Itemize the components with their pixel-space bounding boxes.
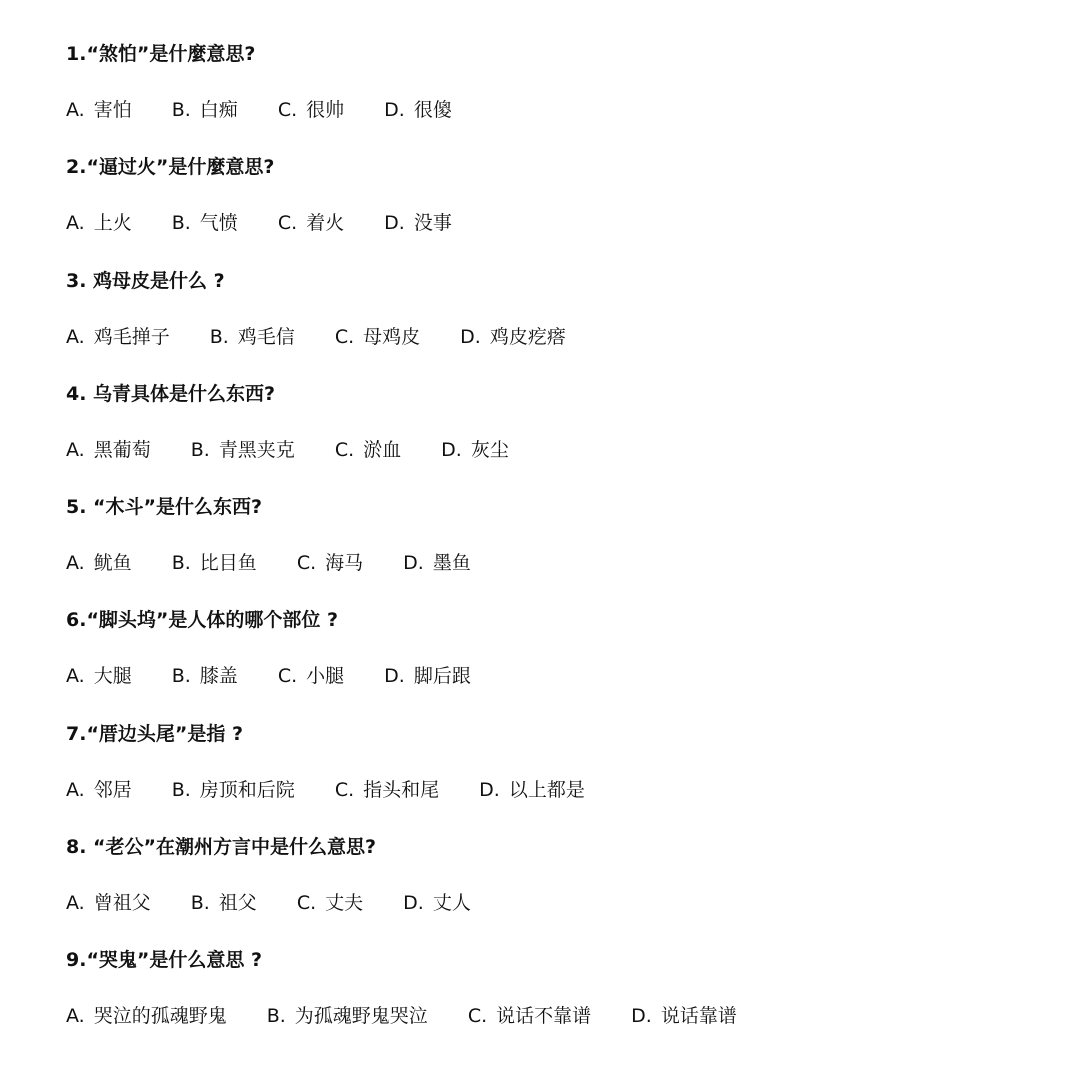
option-a — [66, 323, 170, 351]
option-text: 房顶和后院 — [199, 778, 295, 801]
option-text: 鱿鱼 — [93, 552, 132, 575]
question-text: 8. “老公”在潮州方言中是什么意思? — [66, 836, 377, 859]
option-letter: B. — [190, 892, 210, 915]
option-text: 淤血 — [363, 438, 402, 461]
option-b — [172, 209, 238, 237]
option-letter: D. — [441, 438, 462, 461]
option-a — [66, 889, 151, 917]
option-text: 没事 — [413, 212, 452, 235]
question-5 — [66, 493, 1046, 606]
question-6 — [66, 606, 1046, 719]
option-d — [403, 549, 471, 577]
option-d — [384, 662, 471, 690]
option-b — [172, 549, 257, 577]
option-d — [384, 209, 452, 237]
option-text: 以上都是 — [508, 778, 585, 801]
option-b — [267, 1002, 428, 1030]
option-letter: C. — [334, 778, 355, 801]
option-b — [191, 436, 295, 464]
question-7 — [66, 720, 1046, 833]
question-text: 2.“逼过火”是什麼意思? — [66, 156, 275, 179]
option-c — [468, 1002, 591, 1030]
question-text: 6.“脚头坞”是人体的哪个部位 ? — [66, 609, 339, 632]
option-letter: D. — [384, 212, 405, 235]
option-text: 上火 — [93, 212, 132, 235]
options-list — [66, 662, 511, 690]
option-letter: D. — [403, 552, 424, 575]
question-8 — [66, 833, 1046, 946]
option-letter: A. — [66, 438, 85, 461]
option-text: 曾祖父 — [93, 892, 151, 915]
option-b — [172, 776, 295, 804]
option-text: 鸡毛信 — [237, 325, 295, 348]
option-letter: A. — [66, 778, 85, 801]
option-c — [335, 436, 401, 464]
option-letter: B. — [171, 99, 191, 121]
option-text: 灰尘 — [470, 438, 509, 461]
option-d — [479, 776, 585, 804]
question-text: 4. 乌青具体是什么东西? — [66, 382, 276, 405]
option-letter: A. — [66, 665, 85, 688]
option-b — [172, 96, 238, 124]
question-4 — [66, 380, 1046, 493]
option-a — [66, 436, 151, 464]
options-list — [66, 209, 492, 237]
options-list — [66, 549, 511, 577]
options-list — [66, 323, 606, 351]
option-c — [297, 889, 363, 917]
option-d — [441, 436, 509, 464]
option-letter: B. — [171, 552, 191, 575]
option-letter: A. — [66, 99, 85, 121]
option-text: 很傻 — [413, 99, 452, 121]
option-text: 青黑夹克 — [218, 438, 295, 461]
question-2 — [66, 153, 1046, 266]
option-text: 说话不靠谱 — [496, 1005, 592, 1028]
option-text: 丈夫 — [325, 892, 364, 915]
question-3 — [66, 267, 1046, 380]
option-text: 墨鱼 — [432, 552, 471, 575]
option-text: 母鸡皮 — [363, 325, 421, 348]
option-letter: D. — [384, 665, 405, 688]
option-c — [335, 776, 439, 804]
options-list — [66, 1002, 777, 1030]
option-text: 比目鱼 — [199, 552, 257, 575]
option-letter: A. — [66, 892, 85, 915]
option-letter: B. — [209, 325, 229, 348]
options-list — [66, 889, 511, 917]
option-letter: D. — [384, 99, 405, 121]
option-text: 大腿 — [93, 665, 132, 688]
option-text: 丈人 — [432, 892, 471, 915]
option-letter: C. — [334, 325, 355, 348]
option-text: 膝盖 — [199, 665, 238, 688]
question-text: 5. “木斗”是什么东西? — [66, 496, 263, 519]
quiz — [66, 40, 1046, 1060]
option-text: 很帅 — [306, 99, 345, 121]
question-1 — [66, 40, 1046, 153]
option-a — [66, 96, 132, 124]
option-c — [278, 96, 344, 124]
option-letter: A. — [66, 1005, 85, 1028]
option-d — [631, 1002, 737, 1030]
option-letter: A. — [66, 552, 85, 575]
options-list — [66, 96, 492, 124]
option-letter: C. — [277, 99, 298, 121]
option-text: 脚后跟 — [413, 665, 471, 688]
option-letter: A. — [66, 325, 85, 348]
option-text: 为孤魂野鬼哭泣 — [294, 1005, 428, 1028]
option-a — [66, 1002, 227, 1030]
option-letter: C. — [277, 212, 298, 235]
option-text: 着火 — [306, 212, 345, 235]
option-a — [66, 662, 132, 690]
option-text: 说话靠谱 — [660, 1005, 737, 1028]
option-d — [460, 323, 566, 351]
option-letter: A. — [66, 212, 85, 235]
option-text: 害怕 — [93, 99, 132, 121]
option-b — [191, 889, 257, 917]
option-a — [66, 549, 132, 577]
option-b — [172, 662, 238, 690]
option-letter: B. — [171, 665, 191, 688]
option-letter: B. — [266, 1005, 286, 1028]
option-text: 鸡皮疙瘩 — [489, 325, 566, 348]
option-letter: C. — [277, 665, 298, 688]
option-text: 气愤 — [199, 212, 238, 235]
options-list — [66, 776, 625, 804]
option-text: 哭泣的孤魂野鬼 — [93, 1005, 227, 1028]
option-letter: D. — [631, 1005, 652, 1028]
option-d — [384, 96, 452, 124]
option-text: 黑葡萄 — [93, 438, 151, 461]
option-letter: C. — [296, 892, 317, 915]
option-a — [66, 209, 132, 237]
question-text: 1.“煞怕”是什麼意思? — [66, 43, 256, 65]
option-d — [403, 889, 471, 917]
question-9 — [66, 946, 1046, 1059]
option-letter: C. — [467, 1005, 488, 1028]
option-c — [335, 323, 420, 351]
option-b — [210, 323, 295, 351]
options-list — [66, 436, 549, 464]
question-text: 9.“哭鬼”是什么意思 ? — [66, 949, 263, 972]
option-letter: B. — [171, 778, 191, 801]
question-text: 7.“厝边头尾”是指 ? — [66, 722, 244, 745]
option-text: 鸡毛掸子 — [93, 325, 170, 348]
option-text: 海马 — [325, 552, 364, 575]
option-letter: B. — [190, 438, 210, 461]
option-letter: C. — [334, 438, 355, 461]
option-letter: D. — [479, 778, 500, 801]
option-text: 祖父 — [218, 892, 257, 915]
option-c — [297, 549, 363, 577]
option-a — [66, 776, 132, 804]
option-text: 指头和尾 — [363, 778, 440, 801]
option-letter: D. — [460, 325, 481, 348]
option-text: 白痴 — [199, 99, 238, 121]
option-text: 小腿 — [306, 665, 345, 688]
question-text: 3. 鸡母皮是什么 ? — [66, 269, 225, 292]
option-c — [278, 209, 344, 237]
option-letter: D. — [403, 892, 424, 915]
option-c — [278, 662, 344, 690]
option-text: 邻居 — [93, 778, 132, 801]
option-letter: B. — [171, 212, 191, 235]
option-letter: C. — [296, 552, 317, 575]
